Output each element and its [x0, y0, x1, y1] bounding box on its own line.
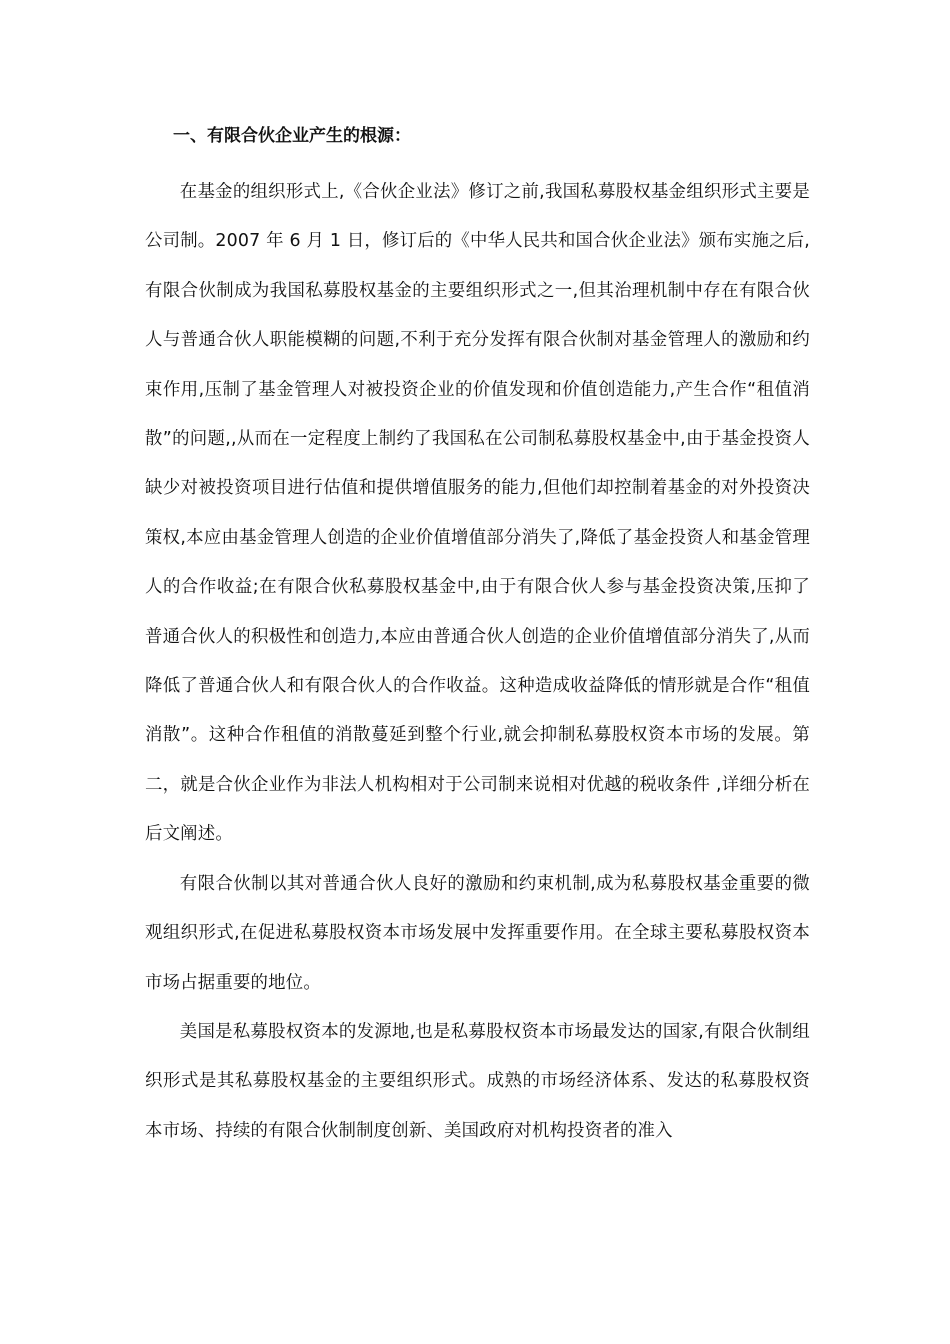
paragraph-us-private-equity: 美国是私募股权资本的发源地,也是私募股权资本市场最发达的国家,有限合伙制组织形式是其私募股权基金的主要组织形式。成熟的市场经济体系、发达的私募股权资本市场、持续的有限合伙制制度创新、美国政府对机构投资者的准入 [145, 1021, 810, 1141]
paragraph-limited-partnership-role: 有限合伙制以其对普通合伙人良好的激励和约束机制,成为私募股权基金重要的微观组织形式,在促进私募股权资本市场发展中发挥重要作用。在全球主要私募股权资本市场占据重要的地位。 [145, 873, 810, 993]
document-body [145, 118, 810, 1156]
section-heading: 一、有限合伙企业产生的根源： [173, 126, 411, 146]
paragraph-fund-organization: 在基金的组织形式上,《合伙企业法》修订之前,我国私募股权基金组织形式主要是公司制。2007 年 6 月 1 日，修订后的《中华人民共和国合伙企业法》颁布实施之后,有限合伙制成为我国私募股权基金的主要组织形式之一,但其治理机制中存在有限合伙人与普通合伙人职能模糊的问题,不利于充分发挥有限合伙制对基金管理人的激励和约束作用,压制了基金管理人对被投资企业的价值发现和价值创造能力,产生合作“租值消散”的问题,,从而在一定程度上制约了我国私在公司制私募股权基金中,由于基金投资人缺少对被投资项目进行估值和提供增值服务的能力,但他们却控制着基金的对外投资决策权,本应由基金管理人创造的企业价值增值部分消失了,降低了基金投资人和基金管理人的合作收益;在有限合伙私募股权基金中,由于有限合伙人参与基金投资决策,压抑了普通合伙人的积极性和创造力,本应由普通合伙人创造的企业价值增值部分消失了,从而降低了普通合伙人和有限合伙人的合作收益。这种造成收益降低的情形就是合作“租值消散”。这种合作租值的消散蔓延到整个行业,就会抑制私募股权资本市场的发展。第二，就是合伙企业作为非法人机构相对于公司制来说相对优越的税收条件 ,详细分析在后文阐述。 [145, 182, 811, 845]
